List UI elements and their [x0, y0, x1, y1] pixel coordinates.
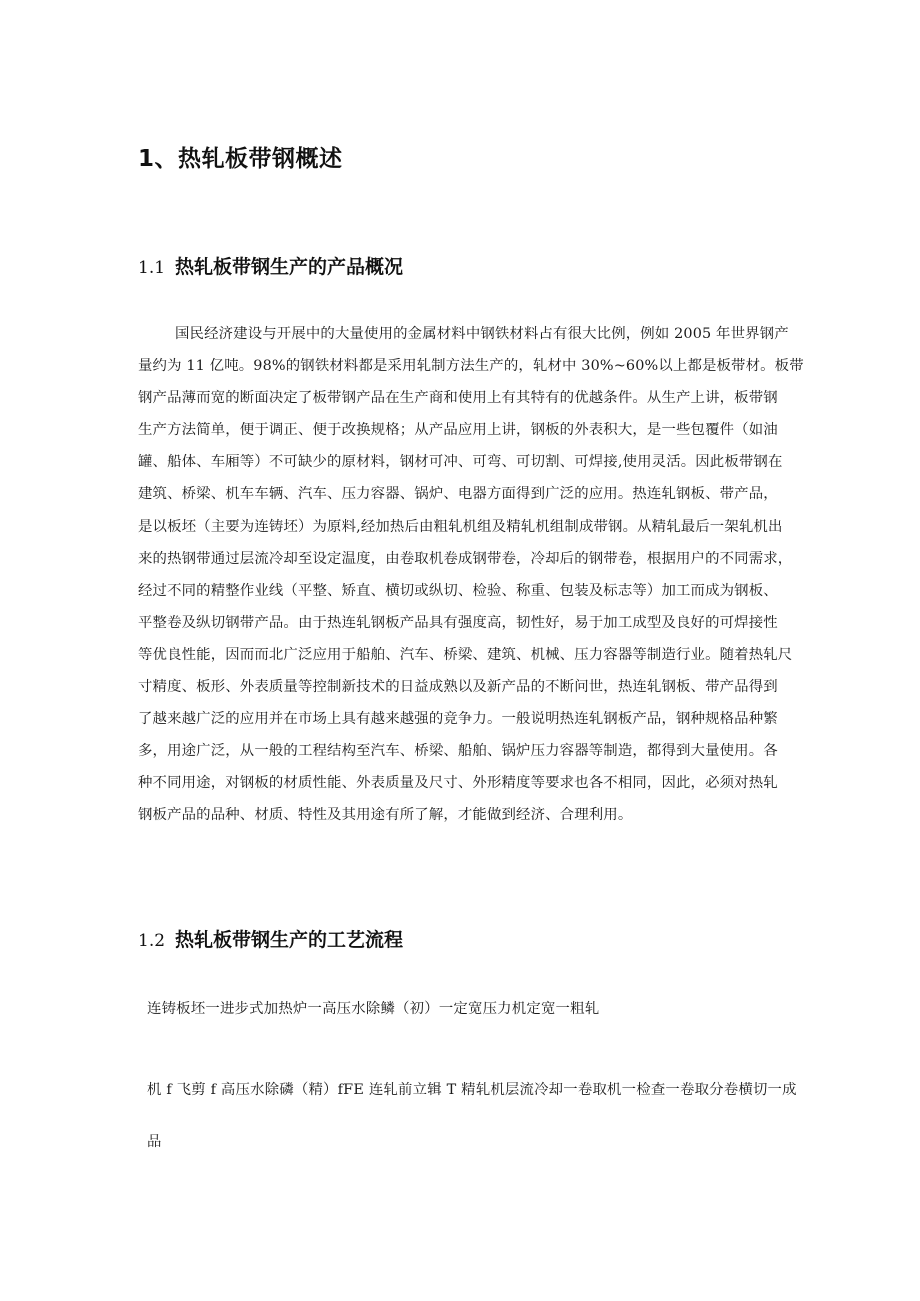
paragraph-line: 生产方法简单，便于调正、便于改换规格；从产品应用上讲，钢板的外表积大，是一些包覆件（如油: [138, 422, 778, 439]
section-title: 热轧板带钢生产的产品概况: [175, 256, 404, 278]
paragraph-line: 量约为 11 亿吨。98%的钢铁材料都是采用轧制方法生产的，轧材中 30%~60%以上都是板带材。板带: [138, 358, 804, 375]
paragraph-line: 罐、船体、车厢等）不可缺少的原材料，钢材可冲、可弯、可切割、可焊接,使用灵活。因此板带钢在: [138, 454, 783, 471]
paragraph-line: 经过不同的精整作业线（平整、矫直、横切或纵切、检验、称重、包装及标志等）加工而成为钢板、: [138, 582, 778, 599]
process-flow-line: 连铸板坯一进步式加热炉一高压水除鳞（初）一定宽压力机定宽一粗轧: [147, 1001, 600, 1017]
paragraph-line: 等优良性能，因而而北广泛应用于船舶、汽车、桥梁、建筑、机械、压力容器等制造行业。随着热轧尺: [138, 646, 793, 663]
paragraph-line: 是以板坯（主要为连铸坯）为原料,经加热后由粗轧机组及精轧机组制成带钢。从精轧最后一架轧机出: [138, 518, 783, 535]
paragraph-line: 钢产品薄而宽的断面决定了板带钢产品在生产商和使用上有其特有的优越条件。从生产上讲，板带钢: [138, 390, 778, 407]
paragraph-line: 平整卷及纵切钢带产品。由于热连轧钢板产品具有强度高，韧性好，易于加工成型及良好的可焊接性: [138, 614, 778, 631]
paragraph-line: 国民经济建设与开展中的大量使用的金属材料中钢铁材料占有很大比例，例如 2005 年世界钢产: [175, 326, 789, 342]
section-heading-1-2: [138, 925, 403, 952]
process-flow-line: 机 f 飞剪 f 高压水除磷（精）fFE 连轧前立辑 T 精轧机层流冷却一卷取机一检查一卷取分卷横切一成: [147, 1082, 797, 1098]
section-number: 1.1: [138, 258, 166, 278]
paragraph-line: 多，用途广泛，从一般的工程结构至汽车、桥梁、船舶、锅炉压力容器等制造，都得到大量使用。各: [138, 743, 778, 760]
paragraph-line: 种不同用途，对钢板的材质性能、外表质量及尺寸、外形精度等要求也各不相同，因此，必须对热轧: [138, 775, 778, 792]
chapter-heading: 1、热轧板带钢概述: [138, 146, 343, 172]
paragraph-line: 寸精度、板形、外表质量等控制新技术的日益成熟以及新产品的不断问世，热连轧钢板、带产品得到: [138, 679, 778, 696]
section-number: 1.2: [138, 931, 166, 951]
paragraph-line: 钢板产品的品种、材质、特性及其用途有所了解，才能做到经济、合理利用。: [138, 807, 633, 824]
section-heading-1-1: [138, 252, 403, 279]
product-overview-paragraph: [138, 318, 828, 832]
paragraph-line: 建筑、桥梁、机车车辆、汽车、压力容器、锅炉、电器方面得到广泛的应用。热连轧钢板、带产品，: [138, 486, 778, 503]
process-flow-line: 品: [147, 1134, 162, 1150]
section-title: 热轧板带钢生产的工艺流程: [175, 929, 404, 951]
paragraph-line: 来的热钢带通过层流冷却至设定温度，由卷取机卷成钢带卷，冷却后的钢带卷，根据用户的不同需求，: [138, 550, 793, 567]
paragraph-line: 了越来越广泛的应用并在市场上具有越来越强的竞争力。一般说明热连轧钢板产品，钢种规格品种繁: [138, 711, 778, 728]
